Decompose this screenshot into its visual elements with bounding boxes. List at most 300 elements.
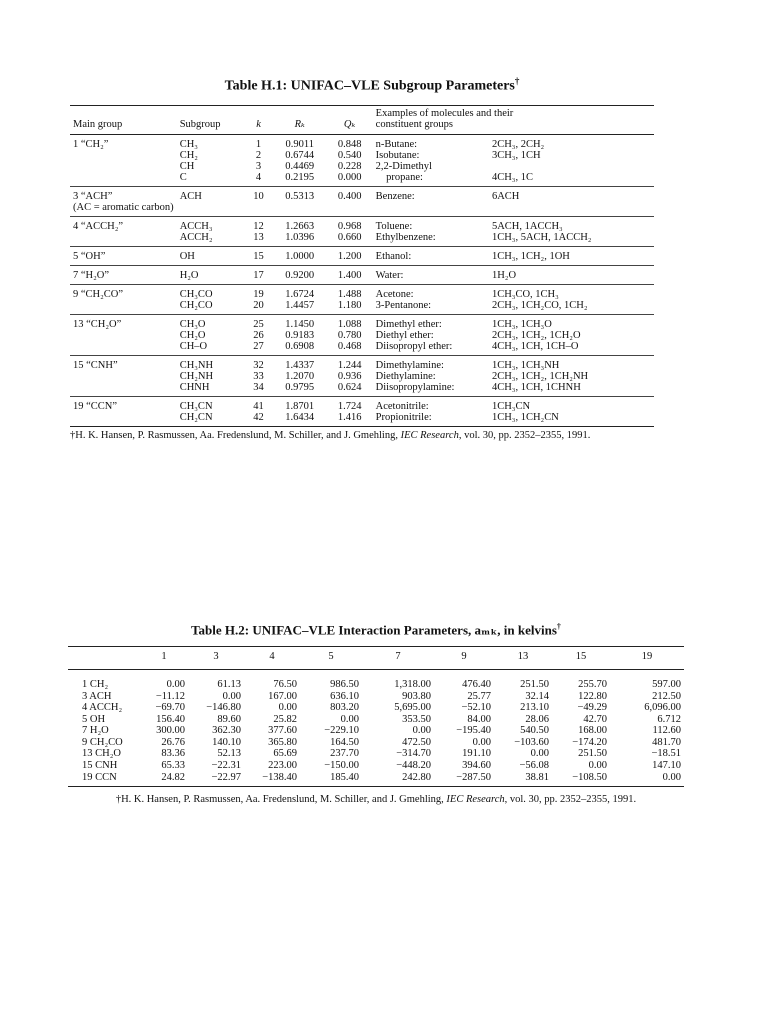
rk-value: 1.6434: [285, 411, 315, 423]
groups-cell: [489, 186, 654, 216]
subgroup-cell: [177, 216, 245, 246]
qk-value: 1.200: [337, 250, 362, 262]
table-h2-footnote-tail: , vol. 30, pp. 2352–2355, 1991.: [504, 794, 637, 806]
header-examples: [373, 105, 654, 134]
molecule-value: Propionitrile:: [375, 411, 432, 423]
molecule-cell: [373, 355, 489, 396]
subgroup-cell: [177, 284, 245, 314]
rk-value: 0.6908: [285, 340, 315, 352]
qk-cell: [327, 355, 373, 396]
interaction-value: −22.97: [211, 771, 241, 783]
main-group-label: 5 “OH”: [73, 250, 106, 262]
table-h1-footnote-tail: , vol. 30, pp. 2352–2355, 1991.: [458, 429, 591, 441]
qk-value: 0.540: [337, 149, 362, 161]
main-group-label: 7 “H₂O”: [73, 269, 110, 281]
rk-cell: [273, 186, 327, 216]
table-h1-row: [70, 396, 654, 426]
interaction-value: 237.70: [330, 748, 359, 760]
table-h2-footnote-journal: IEC Research: [446, 794, 505, 806]
interaction-value: 242.80: [402, 771, 431, 783]
qk-value: 1.088: [337, 318, 362, 330]
molecule-value: Ethylbenzene:: [375, 231, 436, 243]
interaction-value: −11.12: [155, 690, 185, 702]
interaction-value: 481.70: [652, 736, 681, 748]
interaction-value: 394.60: [462, 760, 491, 772]
main-group-label: 1 “CH₂”: [73, 138, 109, 150]
subgroup-value: CH₂CO: [179, 299, 213, 311]
column-header: 5: [328, 651, 334, 663]
main-group-cell: [70, 355, 177, 396]
rk-value: 0.9011: [285, 138, 314, 150]
interaction-value: 168.00: [578, 725, 607, 737]
interaction-value: −138.40: [262, 771, 297, 783]
interaction-value: −150.00: [324, 760, 359, 772]
interaction-value: 61.13: [217, 678, 241, 690]
main-group-cell: [70, 284, 177, 314]
qk-cell: [327, 134, 373, 186]
table-h2: [68, 622, 684, 805]
rk-value: 1.6724: [285, 288, 315, 300]
groups-value: 1CH₃, 1CH₂, 1OH: [491, 250, 570, 262]
header-k: k: [256, 118, 261, 130]
interaction-value: 191.10: [462, 748, 491, 760]
subgroup-cell: [177, 246, 245, 265]
groups-cell: [489, 246, 654, 265]
table-h2-footnote: [68, 794, 684, 805]
subgroup-value: ACCH₃: [179, 220, 213, 232]
groups-cell: [489, 284, 654, 314]
molecule-value: Diisopropyl ether:: [375, 340, 453, 352]
interaction-value: 38.81: [525, 771, 549, 783]
table-h1: [70, 76, 654, 442]
header-examples-line1: Examples of molecules and their: [375, 107, 514, 119]
table-h2-caption: [68, 622, 684, 638]
qk-value: 0.228: [337, 160, 362, 172]
molecule-cell: [373, 265, 489, 284]
groups-value: 1CH₃, 1CH₂CN: [491, 411, 559, 423]
k-value: 19: [253, 288, 264, 300]
rk-value: 1.1450: [285, 318, 315, 330]
qk-value: 0.468: [337, 340, 362, 352]
k-cell: [244, 246, 273, 265]
main-group-cell: [70, 396, 177, 426]
molecule-cell: [373, 314, 489, 355]
header-blank: [68, 647, 140, 670]
subgroup-value: CH₂CN: [179, 411, 213, 423]
subgroup-value: CH–O: [179, 340, 208, 352]
interaction-value: 255.70: [578, 678, 607, 690]
qk-value: 1.416: [337, 411, 362, 423]
groups-value: 1CH₃, 1CH₃O: [491, 318, 552, 330]
row-label: 19 CCN: [82, 771, 117, 783]
table-h1-header-row: [70, 105, 654, 134]
groups-cell: [489, 216, 654, 246]
k-cell: [244, 134, 273, 186]
header-subgroup: Subgroup: [179, 118, 221, 130]
interaction-value: 476.40: [462, 678, 491, 690]
interaction-value: 0.00: [588, 760, 607, 772]
molecule-value: 2,2-Dimethyl: [375, 160, 432, 172]
molecule-cell: [373, 246, 489, 265]
k-cell: [244, 355, 273, 396]
rk-value: 1.2070: [285, 370, 315, 382]
k-value: 20: [253, 299, 264, 311]
table-h2-row: [68, 669, 684, 690]
groups-value: 4CH₃, 1CH, 1CH–O: [491, 340, 579, 352]
subgroup-value: CH₃CN: [179, 400, 213, 412]
interaction-value: 0.00: [340, 713, 359, 725]
interaction-value: 0.00: [166, 678, 185, 690]
rk-cell: [273, 355, 327, 396]
qk-value: 1.724: [337, 400, 362, 412]
interaction-value: 540.50: [520, 725, 549, 737]
rk-value: 1.0396: [285, 231, 315, 243]
table-h1-footnote-authors: †H. K. Hansen, P. Rasmussen, Aa. Fredenslund, M. Schiller, and J. Gmehling,: [70, 429, 401, 441]
interaction-value: 32.14: [525, 690, 549, 702]
interaction-value: 112.60: [652, 725, 681, 737]
interaction-value: −52.10: [461, 702, 491, 714]
interaction-value: −103.60: [514, 736, 549, 748]
interaction-value: 122.80: [578, 690, 607, 702]
row-label: 15 CNH: [82, 760, 118, 772]
main-group-cell: [70, 265, 177, 284]
interaction-value: 24.82: [161, 771, 185, 783]
interaction-value: −69.70: [155, 702, 185, 714]
table-h1-caption-text: Table H.1: UNIFAC–VLE Subgroup Parameters: [224, 78, 515, 94]
table-h1-grid: [70, 105, 654, 427]
table-h2-grid: [68, 646, 684, 787]
k-cell: [244, 314, 273, 355]
subgroup-value: CH: [179, 160, 195, 172]
main-group-cell: [70, 216, 177, 246]
interaction-value: 25.82: [273, 713, 297, 725]
k-cell: [244, 284, 273, 314]
k-value: 15: [253, 250, 264, 262]
table-h2-row: [68, 725, 684, 737]
molecule-value: Acetone:: [375, 288, 414, 300]
groups-value: 2CH₃, 1CH₂, 1CH₂NH: [491, 370, 589, 382]
main-group-label: 4 “ACCH₂”: [73, 220, 124, 232]
interaction-value: −18.51: [651, 748, 681, 760]
molecule-value: Diethyl ether:: [375, 329, 434, 341]
qk-value: 0.000: [337, 171, 362, 183]
molecule-value: Dimethyl ether:: [375, 318, 442, 330]
interaction-value: 76.50: [273, 678, 297, 690]
rk-cell: [273, 314, 327, 355]
groups-value: 5ACH, 1ACCH₃: [491, 220, 563, 232]
qk-value: 0.848: [337, 138, 362, 150]
column-header: 1: [161, 651, 167, 663]
rk-cell: [273, 134, 327, 186]
qk-cell: [327, 186, 373, 216]
interaction-value: 803.20: [330, 702, 359, 714]
row-label: 4 ACCH₂: [82, 702, 123, 714]
main-group-cell: [70, 186, 177, 216]
table-h1-body: [70, 134, 654, 426]
interaction-value: 251.50: [578, 748, 607, 760]
molecule-value: propane:: [375, 171, 423, 183]
table-h2-row: [68, 714, 684, 726]
qk-value: 1.488: [337, 288, 362, 300]
interaction-value: 362.30: [212, 725, 241, 737]
table-h1-row: [70, 134, 654, 186]
k-value: 32: [253, 359, 264, 371]
molecule-value: Toluene:: [375, 220, 413, 232]
table-h1-caption: [90, 76, 654, 95]
qk-value: 0.968: [337, 220, 362, 232]
main-group-label: 19 “CCN”: [73, 400, 118, 412]
row-label: 7 H₂O: [82, 725, 109, 737]
rk-value: 1.0000: [285, 250, 315, 262]
k-cell: [244, 186, 273, 216]
table-h2-row: [68, 748, 684, 760]
molecule-cell: [373, 216, 489, 246]
k-value: 34: [253, 381, 264, 393]
k-value: 12: [253, 220, 264, 232]
qk-cell: [327, 265, 373, 284]
interaction-value: 903.80: [402, 690, 431, 702]
groups-cell: [489, 314, 654, 355]
interaction-value: −448.20: [396, 760, 431, 772]
subgroup-value: CH₂: [179, 149, 198, 161]
groups-value: 6ACH: [491, 190, 520, 202]
k-value: 27: [253, 340, 264, 352]
k-value: 42: [253, 411, 264, 423]
molecule-cell: [373, 134, 489, 186]
molecule-value: n-Butane:: [375, 138, 418, 150]
interaction-value: 212.50: [652, 690, 681, 702]
molecule-value: Benzene:: [375, 190, 415, 202]
groups-value: 1CH₃, 5ACH, 1ACCH₂: [491, 231, 592, 243]
k-value: 13: [253, 231, 264, 243]
interaction-value: 0.00: [472, 736, 491, 748]
interaction-value: 1,318.00: [394, 678, 431, 690]
interaction-value: 167.00: [268, 690, 297, 702]
rk-value: 0.2195: [285, 171, 315, 183]
interaction-value: −314.70: [396, 748, 431, 760]
rk-cell: [273, 284, 327, 314]
qk-value: 1.400: [337, 269, 362, 281]
main-group-label: 3 “ACH”: [73, 190, 113, 202]
molecule-value: Acetonitrile:: [375, 400, 429, 412]
qk-value: 1.180: [337, 299, 362, 311]
table-h1-footnote: [70, 430, 654, 442]
interaction-value: −49.29: [577, 702, 607, 714]
interaction-value: 251.50: [520, 678, 549, 690]
table-h2-caption-text: Table H.2: UNIFAC–VLE Interaction Parameters, aₘₖ, in kelvins: [191, 622, 557, 638]
main-group-cell: [70, 314, 177, 355]
main-group-cell: [70, 246, 177, 265]
groups-cell: [489, 134, 654, 186]
k-value: 26: [253, 329, 264, 341]
row-label: 3 ACH: [82, 690, 112, 702]
rk-cell: [273, 396, 327, 426]
rk-value: 1.2663: [285, 220, 315, 232]
molecule-value: Isobutane:: [375, 149, 420, 161]
qk-value: 0.400: [337, 190, 362, 202]
table-h1-caption-mark: †: [514, 76, 520, 86]
molecule-value: Diethylamine:: [375, 370, 436, 382]
subgroup-value: CH₂O: [179, 329, 206, 341]
interaction-value: 164.50: [330, 736, 359, 748]
interaction-value: −287.50: [456, 771, 491, 783]
groups-cell: [489, 265, 654, 284]
main-group-note: (AC = aromatic carbon): [73, 201, 174, 213]
interaction-value: 0.00: [412, 725, 431, 737]
table-h1-row: [70, 355, 654, 396]
interaction-value: 28.06: [525, 713, 549, 725]
table-h1-row: [70, 186, 654, 216]
subgroup-value: CH₃NH: [179, 359, 214, 371]
groups-value: 2CH₃, 1CH₂, 1CH₂O: [491, 329, 581, 341]
groups-value: 4CH₃, 1C: [491, 171, 533, 183]
interaction-value: 0.00: [530, 748, 549, 760]
groups-value: 1H₂O: [491, 269, 517, 281]
subgroup-cell: [177, 355, 245, 396]
rk-cell: [273, 265, 327, 284]
interaction-value: 597.00: [652, 678, 681, 690]
row-label: 5 OH: [82, 713, 106, 725]
k-value: 3: [255, 160, 262, 172]
qk-value: 1.244: [337, 359, 362, 371]
k-value: 41: [253, 400, 264, 412]
qk-cell: [327, 396, 373, 426]
molecule-cell: [373, 284, 489, 314]
groups-value: 1CH₃CO, 1CH₃: [491, 288, 559, 300]
rk-value: 0.9183: [285, 329, 315, 341]
k-value: 33: [253, 370, 264, 382]
subgroup-cell: [177, 186, 245, 216]
rk-cell: [273, 216, 327, 246]
k-value: 10: [253, 190, 264, 202]
table-h2-row: [68, 691, 684, 703]
rk-cell: [273, 246, 327, 265]
column-header: 9: [461, 651, 467, 663]
rk-value: 0.4469: [285, 160, 315, 172]
qk-cell: [327, 284, 373, 314]
molecule-value: Dimethylamine:: [375, 359, 444, 371]
table-h2-row: [68, 737, 684, 749]
subgroup-value: C: [179, 171, 187, 183]
k-value: 1: [255, 138, 262, 150]
molecule-value: 3-Pentanone:: [375, 299, 432, 311]
interaction-value: 5,695.00: [394, 702, 431, 714]
subgroup-value: CH₃O: [179, 318, 206, 330]
table-h2-footnote-authors: †H. K. Hansen, P. Rasmussen, Aa. Fredenslund, M. Schiller, and J. Gmehling,: [115, 794, 447, 806]
k-value: 25: [253, 318, 264, 330]
subgroup-value: ACH: [179, 190, 202, 202]
interaction-value: 6.712: [657, 713, 681, 725]
molecule-value: Ethanol:: [375, 250, 412, 262]
header-rk: Rₖ: [294, 118, 305, 130]
column-header: 15: [575, 651, 587, 663]
interaction-value: 213.10: [520, 702, 549, 714]
groups-value: 3CH₃, 1CH: [491, 149, 541, 161]
rk-value: 0.9795: [285, 381, 315, 393]
subgroup-value: CH₃CO: [179, 288, 213, 300]
interaction-value: 223.00: [268, 760, 297, 772]
rk-value: 1.8701: [285, 400, 315, 412]
table-h1-row: [70, 265, 654, 284]
interaction-value: 156.40: [156, 713, 185, 725]
interaction-value: −108.50: [572, 771, 607, 783]
subgroup-value: OH: [179, 250, 195, 262]
groups-value: 2CH₃, 1CH₂CO, 1CH₂: [491, 299, 588, 311]
table-h1-row: [70, 284, 654, 314]
table-h2-row: [68, 702, 684, 714]
molecule-value: Diisopropylamine:: [375, 381, 455, 393]
interaction-value: 25.77: [467, 690, 491, 702]
interaction-value: 185.40: [330, 771, 359, 783]
interaction-value: 84.00: [467, 713, 491, 725]
groups-cell: [489, 396, 654, 426]
interaction-value: 26.76: [161, 736, 185, 748]
groups-value: 1CH₃, 1CH₃NH: [491, 359, 560, 371]
interaction-value: 140.10: [212, 736, 241, 748]
main-group-label: 13 “CH₂O”: [73, 318, 122, 330]
k-value: 2: [255, 149, 262, 161]
qk-value: 0.936: [337, 370, 362, 382]
subgroup-value: H₂O: [179, 269, 199, 281]
interaction-value: 65.33: [161, 760, 185, 772]
interaction-value: 472.50: [402, 736, 431, 748]
subgroup-cell: [177, 396, 245, 426]
interaction-value: 365.80: [268, 736, 297, 748]
interaction-value: 986.50: [330, 678, 359, 690]
column-header: 13: [517, 651, 529, 663]
table-h1-row: [70, 216, 654, 246]
table-h2-header-row: [68, 647, 684, 670]
rk-value: 1.4457: [285, 299, 315, 311]
subgroup-cell: [177, 314, 245, 355]
interaction-value: 0.00: [662, 771, 681, 783]
table-h2-row: [68, 760, 684, 772]
subgroup-value: ACCH₂: [179, 231, 213, 243]
row-label: 13 CH₂O: [82, 748, 121, 760]
k-value: 17: [253, 269, 264, 281]
main-group-cell: [70, 134, 177, 186]
interaction-value: 300.00: [156, 725, 185, 737]
interaction-value: 377.60: [268, 725, 297, 737]
groups-value: 2CH₃, 2CH₂: [491, 138, 545, 150]
column-header: 4: [269, 651, 275, 663]
table-h2-caption-mark: †: [556, 622, 561, 631]
interaction-value: 89.60: [217, 713, 241, 725]
interaction-value: 83.36: [161, 748, 185, 760]
interaction-value: 353.50: [402, 713, 431, 725]
rk-value: 0.5313: [285, 190, 315, 202]
qk-value: 0.780: [337, 329, 362, 341]
interaction-value: −174.20: [572, 736, 607, 748]
row-label: 1 CH₂: [82, 678, 109, 690]
interaction-value: −56.08: [519, 760, 549, 772]
table-h2-row: [68, 772, 684, 787]
header-qk: Qₖ: [343, 118, 356, 130]
groups-value: [492, 161, 651, 172]
interaction-value: 65.69: [273, 748, 297, 760]
interaction-value: −195.40: [456, 725, 491, 737]
interaction-value: −22.31: [211, 760, 241, 772]
table-h2-body: [68, 669, 684, 786]
subgroup-cell: [177, 265, 245, 284]
interaction-value: 0.00: [222, 690, 241, 702]
interaction-value: 52.13: [217, 748, 241, 760]
qk-value: 0.624: [337, 381, 362, 393]
qk-cell: [327, 216, 373, 246]
column-header: 19: [641, 651, 653, 663]
molecule-value: Water:: [375, 269, 404, 281]
header-examples-line2: constituent groups: [375, 118, 453, 130]
